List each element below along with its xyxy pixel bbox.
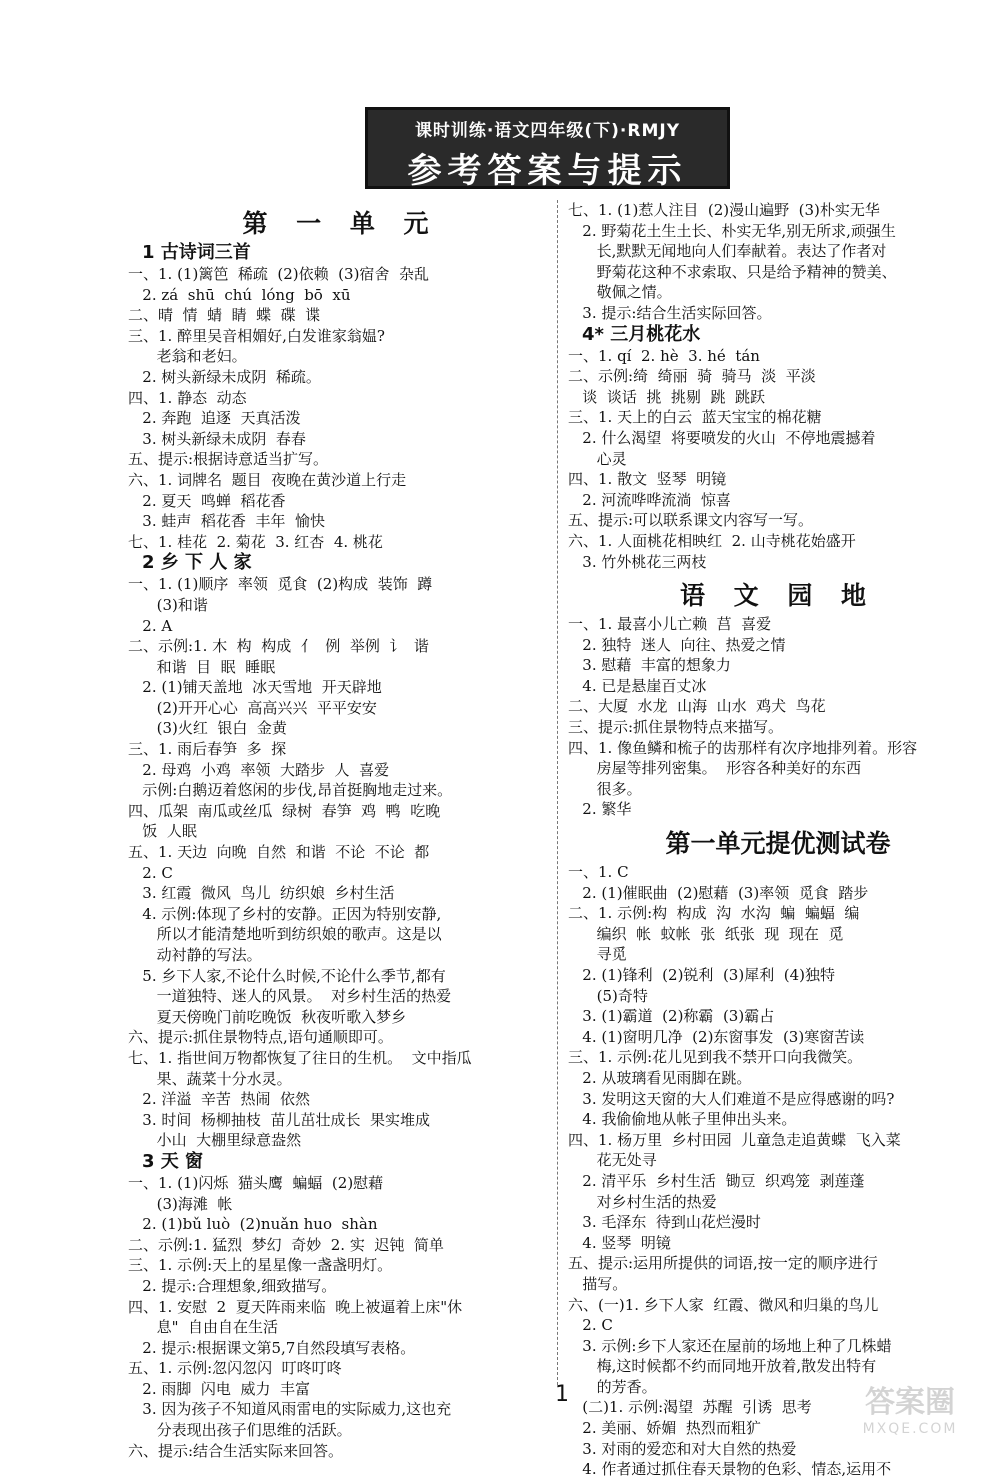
answer-line: 3. 毛泽东 待到山花烂漫时 xyxy=(568,1213,761,1232)
banner-subtitle: 课时训练·语文四年级(下)·RMJY xyxy=(414,121,681,141)
answer-line: 三、1. 雨后春笋 多 探 xyxy=(128,740,287,759)
answer-line: 四、瓜架 南瓜或丝瓜 绿树 春笋 鸡 鸭 吃晚 xyxy=(128,801,441,820)
answer-line: 2. 美丽、娇媚 热烈而粗犷 xyxy=(568,1419,761,1438)
answer-line: 描写。 xyxy=(568,1274,628,1293)
answer-line: 五、提示:根据诗意适当扩写。 xyxy=(128,450,329,469)
answer-line: (3)海滩 帐 xyxy=(128,1194,233,1213)
left-column xyxy=(128,200,553,1461)
answer-line: 2. 母鸡 小鸡 率领 大踏步 人 喜爱 xyxy=(128,760,390,779)
answer-line: 示例:白鹅迈着悠闲的步伐,昂首挺胸地走过来。 xyxy=(128,781,453,800)
unit-title: 第 一 单 元 xyxy=(242,209,439,238)
answer-line: 2. 河流哗哗流淌 惊喜 xyxy=(568,490,731,509)
answer-line: 2. (1)bǔ luò (2)nuǎn huo shàn xyxy=(128,1215,378,1234)
answer-line: 六、1. 词牌名 题目 夜晚在黄沙道上行走 xyxy=(128,470,407,489)
answer-line: 3. 竹外桃花三两枝 xyxy=(568,552,707,571)
answer-block xyxy=(568,346,988,573)
watermark-url: MXQE.COM xyxy=(862,1421,958,1437)
answer-line: 一、1. 最喜小儿亡赖 莒 喜爱 xyxy=(568,615,772,634)
answer-line: 对乡村生活的热爱 xyxy=(568,1192,717,1211)
answer-line: 3. 时间 杨柳抽枝 苗儿茁壮成长 果实堆成 xyxy=(128,1110,430,1129)
answer-line: 一、1. (1)篱笆 稀疏 (2)依赖 (3)宿舍 杂乱 xyxy=(128,265,429,283)
test-title: 第一单元提优测试卷 xyxy=(665,829,891,859)
answer-line: 花无处寻 xyxy=(568,1151,657,1170)
lesson-heading: 3 天 窗 xyxy=(142,1150,204,1172)
column-divider xyxy=(557,200,558,1385)
answer-line: 编织 帐 蚊帐 张 纸张 现 现在 觅 xyxy=(568,924,844,943)
answer-line: 心灵 xyxy=(568,449,627,468)
answer-line: 2. 独特 迷人 向往、热爱之情 xyxy=(568,635,786,654)
answer-line: 谈 谈话 挑 挑剔 跳 跳跃 xyxy=(568,387,765,406)
answer-line: 三、提示:抓住景物特点来描写。 xyxy=(568,718,784,737)
answer-line: 六、(一)1. 乡下人家 红霞、微风和归巢的鸟儿 xyxy=(568,1295,879,1314)
answer-line: 5. 乡下人家,不论什么时候,不论什么季节,都有 xyxy=(128,966,446,985)
answer-line: 野菊花这种不求索取、只是给予精神的赞美、 xyxy=(568,262,897,281)
answer-line: 老翁和老妇。 xyxy=(128,347,247,366)
answer-block xyxy=(128,264,553,552)
answer-line: 三、1. 示例:花儿见到我不禁开口向我微笑。 xyxy=(568,1048,863,1067)
answer-line: 果、蔬菜十分水灵。 xyxy=(128,1069,292,1088)
answer-line: 2. C xyxy=(128,863,173,882)
answer-line: 2. (1)铺天盖地 冰天雪地 开天辟地 xyxy=(128,678,382,697)
answer-line: 一、1. (1)闪烁 猫头鹰 蝙蝠 (2)慰藉 xyxy=(128,1173,384,1192)
answer-line: 七、1. 桂花 2. 菊花 3. 红杏 4. 桃花 xyxy=(128,532,383,551)
answer-block xyxy=(568,614,988,820)
answer-line: 分表现出孩子们思维的活跃。 xyxy=(128,1421,352,1440)
answer-line: 3. 发明这天窗的大人们难道不是应得感谢的吗? xyxy=(568,1089,895,1108)
answer-line: 3. 蛙声 稻花香 丰年 愉快 xyxy=(128,512,325,531)
title-banner xyxy=(365,107,730,189)
answer-line: 2. 什么渴望 将要喷发的火山 不停地震撼着 xyxy=(568,428,876,447)
lesson-heading: 1 古诗词三首 xyxy=(142,242,251,263)
answer-line: 2. 树头新绿未成阴 稀疏。 xyxy=(128,367,321,386)
answer-line: 六、提示:结合生活实际来回答。 xyxy=(128,1441,344,1460)
answer-line: 3. 树头新绿未成阴 春春 xyxy=(128,429,306,448)
answer-line: 2. 清平乐 乡村生活 锄豆 织鸡笼 剥莲蓬 xyxy=(568,1171,865,1190)
answer-line: 四、1. 像鱼鳞和梳子的齿那样有次序地排列着。形容 xyxy=(568,738,918,757)
lesson-heading: 4* 三月桃花水 xyxy=(582,323,701,345)
answer-line: 2. 野菊花土生土长、朴实无华,别无所求,顽强生 xyxy=(568,221,896,240)
answer-line: 七、1. 指世间万物都恢复了往日的生机。 文中指瓜 xyxy=(128,1048,472,1067)
answer-line: 2. 奔跑 追逐 天真活泼 xyxy=(128,409,301,428)
answer-line: 四、1. 静态 动态 xyxy=(128,388,247,407)
answer-line: 3. 慰藉 丰富的想象力 xyxy=(568,656,731,675)
answer-block xyxy=(568,200,988,324)
answer-line: 4. 作者通过抓住春天景物的色彩、情态,运用不 xyxy=(568,1460,892,1479)
section-title: 语 文 园 地 xyxy=(679,581,877,611)
answer-line: 4. 我偷偷地从帐子里伸出头来。 xyxy=(568,1110,797,1129)
banner-title: 参考答案与提示 xyxy=(407,151,688,191)
answer-line: 2. 提示:合理想象,细致描写。 xyxy=(128,1276,337,1295)
answer-line: 饭 人眠 xyxy=(128,822,197,841)
answer-line: 五、提示:可以联系课文内容写一写。 xyxy=(568,511,814,530)
watermark-logo xyxy=(840,1377,980,1437)
answer-line: 2. (1)锋利 (2)锐利 (3)犀利 (4)独特 xyxy=(568,966,835,984)
answer-line: 小山 大棚里绿意盎然 xyxy=(128,1131,302,1150)
answer-line: 二、示例:绮 绮丽 骑 骑马 淡 平淡 xyxy=(568,367,816,386)
answer-line: 所以才能清楚地听到纺织娘的歌声。这是以 xyxy=(128,925,442,944)
answer-line: 五、提示:运用所提供的词语,按一定的顺序进行 xyxy=(568,1254,878,1273)
answer-line: 3. 因为孩子不知道风雨雷电的实际威力,这也充 xyxy=(128,1400,452,1419)
answer-line: 3. (1)霸道 (2)称霸 (3)霸占 xyxy=(568,1007,775,1026)
answer-line: 息" 自由自在生活 xyxy=(128,1318,279,1337)
answer-line: 三、1. 示例:天上的星星像一盏盏明灯。 xyxy=(128,1256,393,1275)
answer-line: 二、1. 示例:构 构成 沟 水沟 蝙 蝙蝠 编 xyxy=(568,904,860,923)
answer-line: 4. (1)窗明几净 (2)东窗事发 (3)寒窗苦读 xyxy=(568,1027,865,1046)
answer-line: 2. 繁华 xyxy=(568,800,632,819)
answer-line: 四、1. 杨万里 乡村田园 儿童急走追黄蝶 飞入菜 xyxy=(568,1130,901,1149)
answer-line: 4. 示例:体现了乡村的安静。正因为特别安静, xyxy=(128,904,442,923)
answer-line: 二、示例:1. 猛烈 梦幻 奇妙 2. 实 迟钝 简单 xyxy=(128,1235,444,1254)
answer-line: 很多。 xyxy=(568,779,642,798)
answer-line: 2. 雨脚 闪电 威力 丰富 xyxy=(128,1379,310,1398)
answer-line: 四、1. 安慰 2 夏天阵雨来临 晚上被逼着上床"休 xyxy=(128,1297,463,1316)
answer-line: 4. 已是悬崖百丈冰 xyxy=(568,676,707,695)
lesson-heading: 2 乡 下 人 家 xyxy=(142,552,252,574)
answer-line: 的芳香。 xyxy=(568,1377,657,1396)
answer-line: 2. 从玻璃看见雨脚在跳。 xyxy=(568,1068,752,1087)
answer-line: 2. 洋溢 辛苦 热闹 依然 xyxy=(128,1090,310,1109)
answer-line: 二、大厦 水龙 山海 山水 鸡犬 鸟花 xyxy=(568,697,826,716)
answer-line: 五、1. 天边 向晚 自然 和谐 不论 不论 都 xyxy=(128,843,430,862)
answer-line: (3)火红 银白 金黄 xyxy=(128,719,287,738)
page-number: 1 xyxy=(555,1382,569,1407)
answer-line: (2)开开心心 高高兴兴 平平安安 xyxy=(128,698,377,717)
answer-line: 2. (1)催眠曲 (2)慰藉 (3)率领 觅食 踏步 xyxy=(568,883,869,902)
answer-line: 夏天傍晚门前吃晚饭 秋夜听歌入梦乡 xyxy=(128,1007,407,1026)
answer-line: 一、1. C xyxy=(568,863,629,882)
answer-line: 动衬静的写法。 xyxy=(128,946,262,964)
watermark-text: 答案圈 xyxy=(865,1385,955,1420)
answer-line: 敬佩之情。 xyxy=(568,283,672,302)
answer-line: 梅,这时候都不约而同地开放着,散发出特有 xyxy=(568,1357,877,1376)
answer-line: (5)奇特 xyxy=(568,986,648,1005)
answer-line: 2. 夏天 鸣蝉 稻花香 xyxy=(128,491,286,510)
right-column xyxy=(568,200,988,1480)
answer-line: 三、1. 醉里吴音相媚好,白发谁家翁媪? xyxy=(128,326,385,345)
answer-line: 一、1. (1)顺序 率领 觅食 (2)构成 装饰 蹲 xyxy=(128,575,433,594)
answer-line: 寻觅 xyxy=(568,945,627,964)
answer-line: 房屋等排列密集。 形容各种美好的东西 xyxy=(568,759,862,778)
answer-block xyxy=(128,574,553,1151)
answer-line: 一、1. qí 2. hè 3. hé tán xyxy=(568,346,760,365)
answer-line: 三、1. 天上的白云 蓝天宝宝的棉花糖 xyxy=(568,408,822,427)
answer-line: 六、提示:抓住景物特点,语句通顺即可。 xyxy=(128,1028,393,1047)
answer-line: 二、晴 情 蜻 睛 蝶 碟 谍 xyxy=(128,306,321,325)
answer-line: 长,默默无闻地向人们奉献着。表达了作者对 xyxy=(568,242,887,261)
answer-line: 4. 竖琴 明镜 xyxy=(568,1233,671,1252)
answer-line: 2. A xyxy=(128,616,173,635)
answer-line: 2. C xyxy=(568,1316,613,1335)
answer-line: 3. 红霞 微风 鸟儿 纺织娘 乡村生活 xyxy=(128,884,395,903)
answer-line: 2. 提示:根据课文第5,7自然段填写表格。 xyxy=(128,1338,416,1357)
answer-line: 六、1. 人面桃花相映红 2. 山寺桃花始盛开 xyxy=(568,531,856,550)
answer-line: 和谐 目 眠 睡眠 xyxy=(128,657,276,676)
answer-line: 3. 示例:乡下人家还在屋前的场地上种了几株蜡 xyxy=(568,1336,892,1355)
answer-line: 二、示例:1. 木 构 构成 亻 例 举例 讠 谐 xyxy=(128,637,429,656)
answer-line: 七、1. (1)惹人注目 (2)漫山遍野 (3)朴实无华 xyxy=(568,201,880,219)
answer-block xyxy=(128,1173,553,1461)
answer-line: 3. 提示:结合生活实际回答。 xyxy=(568,303,772,322)
answer-line: (3)和谐 xyxy=(128,595,208,614)
answer-line: (二)1. 示例:渴望 苏醒 引诱 思考 xyxy=(568,1398,812,1417)
answer-line: 四、1. 散文 竖琴 明镜 xyxy=(568,470,727,489)
answer-line: 3. 对雨的爱恋和对大自然的热爱 xyxy=(568,1439,797,1458)
answer-line: 2. zá shū chú lóng bō xū xyxy=(128,285,351,304)
answer-line: 五、1. 示例:忽闪忽闪 叮咚叮咚 xyxy=(128,1359,342,1378)
answer-line: 一道独特、迷人的风景。 对乡村生活的热爱 xyxy=(128,987,452,1006)
